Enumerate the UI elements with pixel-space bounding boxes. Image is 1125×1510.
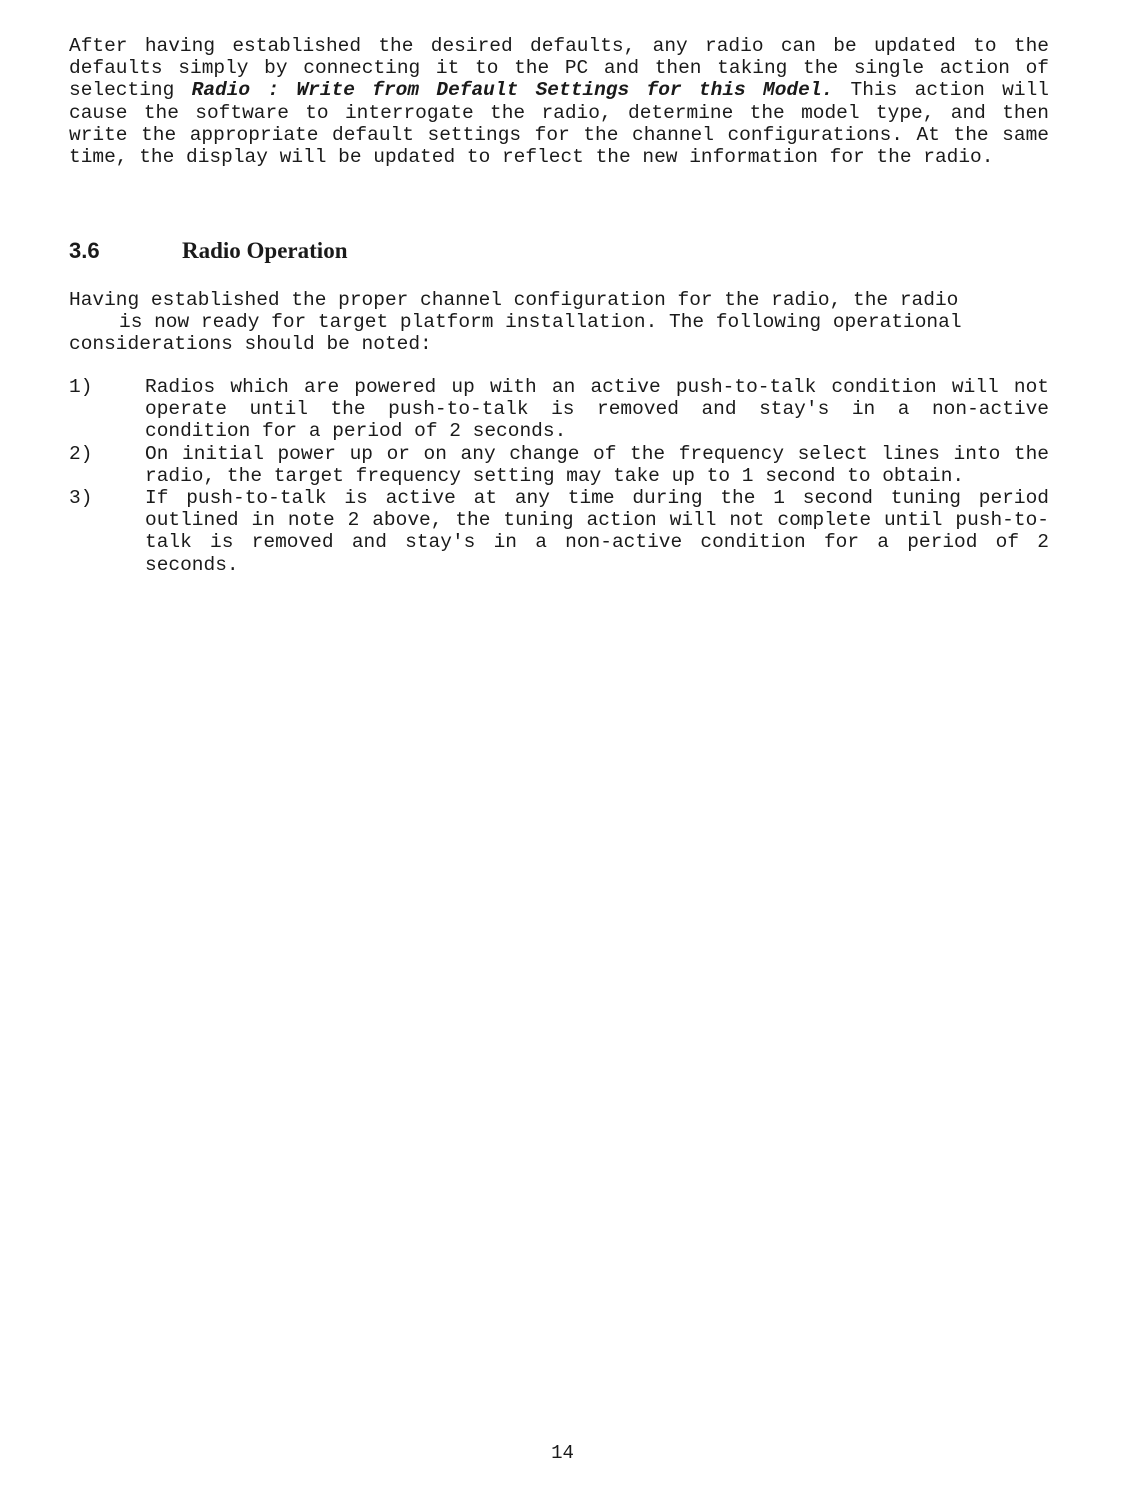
considerations-list <box>69 376 1049 576</box>
intro-text-before: After having established the desired defaults, any radio can be updated to the defaults simply by connecting it to the PC and then taking the single action of selecting <box>69 35 1049 102</box>
section-title: Radio Operation <box>182 238 348 263</box>
section-number: 3.6 <box>69 238 100 263</box>
list-item-number: 3) <box>69 487 93 510</box>
list-item-text: Radios which are powered up with an active push-to-talk condition will not operate until the push-to-talk is removed and stay's in a non-active condition for a period of 2 seconds. <box>145 376 1049 443</box>
operation-intro-line-1: Having established the proper channel configuration for the radio, the radio <box>69 289 959 311</box>
list-item <box>69 443 1049 487</box>
list-item-text: If push-to-talk is active at any time during the 1 second tuning period outlined in note 2 above, the tuning action will not complete until push-to-talk is removed and stay's in a non-active condition for a period of 2 seconds. <box>145 487 1049 576</box>
operation-intro-paragraph <box>69 289 1049 356</box>
section-heading <box>69 238 347 264</box>
list-item <box>69 487 1049 576</box>
operation-intro-line-2: is now ready for target platform installation. The following operational <box>119 311 962 334</box>
intro-paragraph <box>69 35 1049 168</box>
page-number: 14 <box>551 1442 574 1464</box>
intro-text-after: This action will cause the software to interrogate the radio, determine the model type, and then write the appropriate default settings for the channel configurations. At the same time, the display will be updated to reflect the new information for the radio. <box>69 79 1049 169</box>
list-item-text: On initial power up or on any change of the frequency select lines into the radio, the target frequency setting may take up to 1 second to obtain. <box>145 442 1049 487</box>
list-item-number: 1) <box>69 376 93 398</box>
list-item-number: 2) <box>69 442 93 465</box>
menu-path-emphasis: Radio : Write from Default Settings for this Model. <box>191 79 834 102</box>
list-item <box>69 376 1049 443</box>
operation-intro-line-3: considerations should be noted: <box>69 333 432 356</box>
